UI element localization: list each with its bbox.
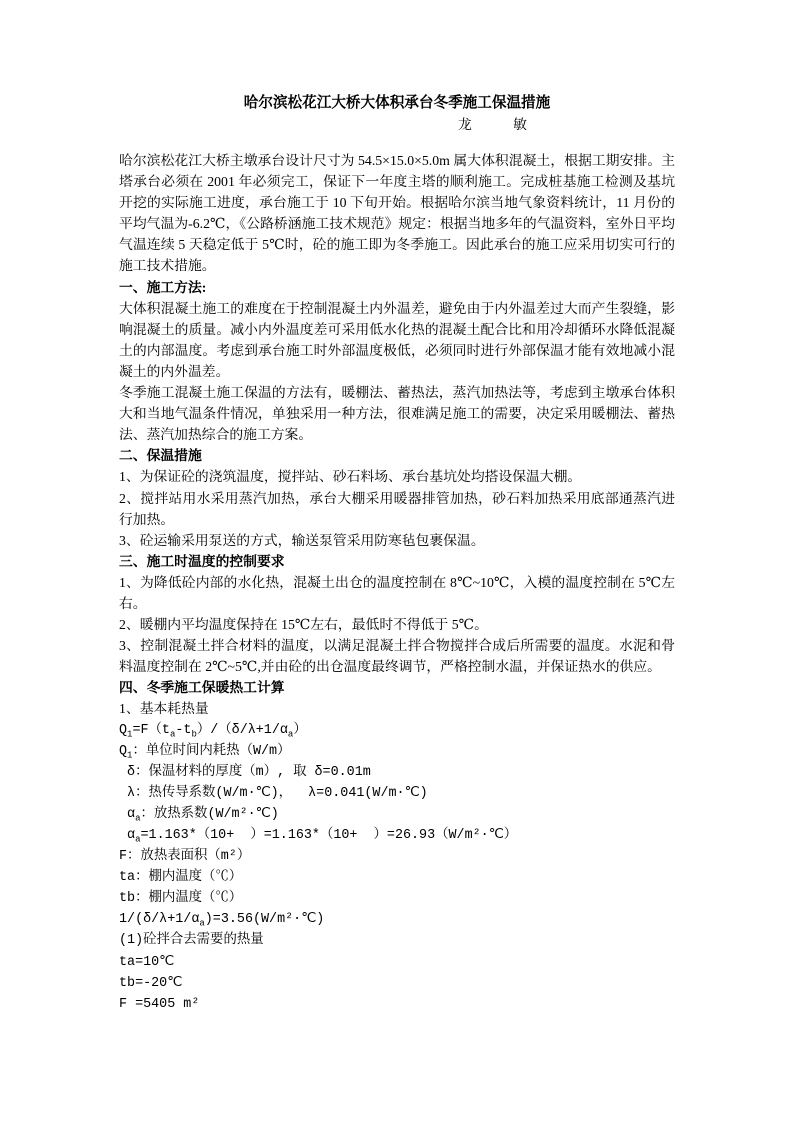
section-2-item-1: 1、为保证砼的浇筑温度，搅拌站、砂石料场、承台基坑处均搭设保温大棚。 (119, 469, 582, 485)
calc-step-1-heading: (1)砼拌合去需要的热量 (119, 933, 264, 949)
formula-alpha-value: $\alpha_a=1.163*(10+ )=1.163*(10+$ ）=26.93（W/m²·℃） (119, 828, 518, 845)
formula-ta-definition: ta：棚内温度（℃） (119, 870, 243, 886)
formula-ta-value: ta=10℃ (119, 954, 175, 970)
formula-resistance-value: $1/(\delta/\lambda+1/\alpha_a)=3.56(W/m^2\cdot℃)$ (119, 912, 325, 930)
formula-tb-definition: tb：棚内温度（℃） (119, 891, 243, 907)
section-1-paragraph-1: 大体积混凝土施工的难度在于控制混凝土内外温差，避免由于内外温差过大而产生裂缝，影响混凝土的质量。减小内外温度差可采用低水化热的混凝土配合比和用冷却循环水降低混凝土的内部温度。考虑到承台施工时外部温度极低，必须同时进行外部保温才能有效地减小混凝土的内外温差。 (119, 300, 675, 379)
calc-subheading: 1、基本耗热量 (119, 701, 209, 717)
intro-paragraph: 哈尔滨松花江大桥主墩承台设计尺寸为 54.5×15.0×5.0m 属大体积混凝土，根据工期安排。主塔承台必须在 2001 年必须完工，保证下一年度主塔的顺利施工。完成桩基施工检测及基坑开挖的实际施工进度，承台施工于 10 下旬开始。根据哈尔滨当地气象资料统计，11 月份的平均气温为-6.2℃，《公路桥涵施工技术规范》规定：根据当地多年的气温资料，室外日平均气温连续 5 天稳定低于 5℃时，砼的施工即为冬季施工。因此承台的施工应采用切实可行的施工技术措施。 (119, 153, 675, 274)
author-line: 龙 敏 (458, 117, 527, 132)
formula-tb-value: tb=-20℃ (119, 975, 183, 991)
section-heading-3: 三、施工时温度的控制要求 (119, 553, 285, 569)
formula-q1-definition: $Q_1$：单位时间内耗热（W/m） (119, 743, 291, 761)
section-1-paragraph-2: 冬季施工混凝土施工保温的方法有，暖棚法、蓄热法，蒸汽加热法等，考虑到主墩承台体积大和当地气温条件情况，单独采用一种方法，很难满足施工的需要，决定采用暖棚法、蓄热法、蒸汽加热综合的施工方案。 (119, 385, 675, 443)
section-heading-1: 一、施工方法: (119, 279, 207, 295)
section-heading-2: 二、保温措施 (119, 448, 202, 464)
section-2-item-3: 3、砼运输采用泵送的方式，输送泵管采用防寒毡包裹保温。 (119, 532, 485, 548)
formula-alpha-definition: $\alpha_a$：放热系数(W/m²·℃) (119, 806, 279, 824)
formula-basic-heat-equation: $Q_1=F(t_a-t_b)/(\delta/\lambda+1/\alpha_a)$ (119, 722, 307, 740)
formula-lambda-definition: λ：热传导系数(W/m·℃)， λ=0.041(W/m·℃) (119, 785, 428, 801)
formula-f-value: F =5405 m² (119, 996, 200, 1012)
section-2-item-2: 2、搅拌站用水采用蒸汽加热，承台大棚采用暖器排管加热，砂石料加热采用底部通蒸汽进行加热。 (119, 490, 675, 527)
section-3-item-1: 1、为降低砼内部的水化热，混凝土出仓的温度控制在 8℃~10℃，入模的温度控制在 5℃左右。 (119, 574, 675, 611)
section-3-item-2: 2、暖棚内平均温度保持在 15℃左右，最低时不得低于 5℃。 (119, 617, 488, 633)
document-title: 哈尔滨松花江大桥大体积承台冬季施工保温措施 (243, 95, 551, 111)
formula-delta-definition: δ：保温材料的厚度（m）, 取 δ=0.01m (119, 764, 371, 780)
section-3-item-3: 3、控制混凝土拌合材料的温度，以满足混凝土拌合物搅拌合成后所需要的温度。水泥和骨料温度控制在 2℃~5℃,并由砼的出仓温度最终调节，严格控制水温，并保证热水的供应。 (119, 638, 675, 675)
section-heading-4: 四、冬季施工保暖热工计算 (119, 680, 285, 696)
formula-f-definition: F：放热表面积（m²） (119, 849, 251, 865)
